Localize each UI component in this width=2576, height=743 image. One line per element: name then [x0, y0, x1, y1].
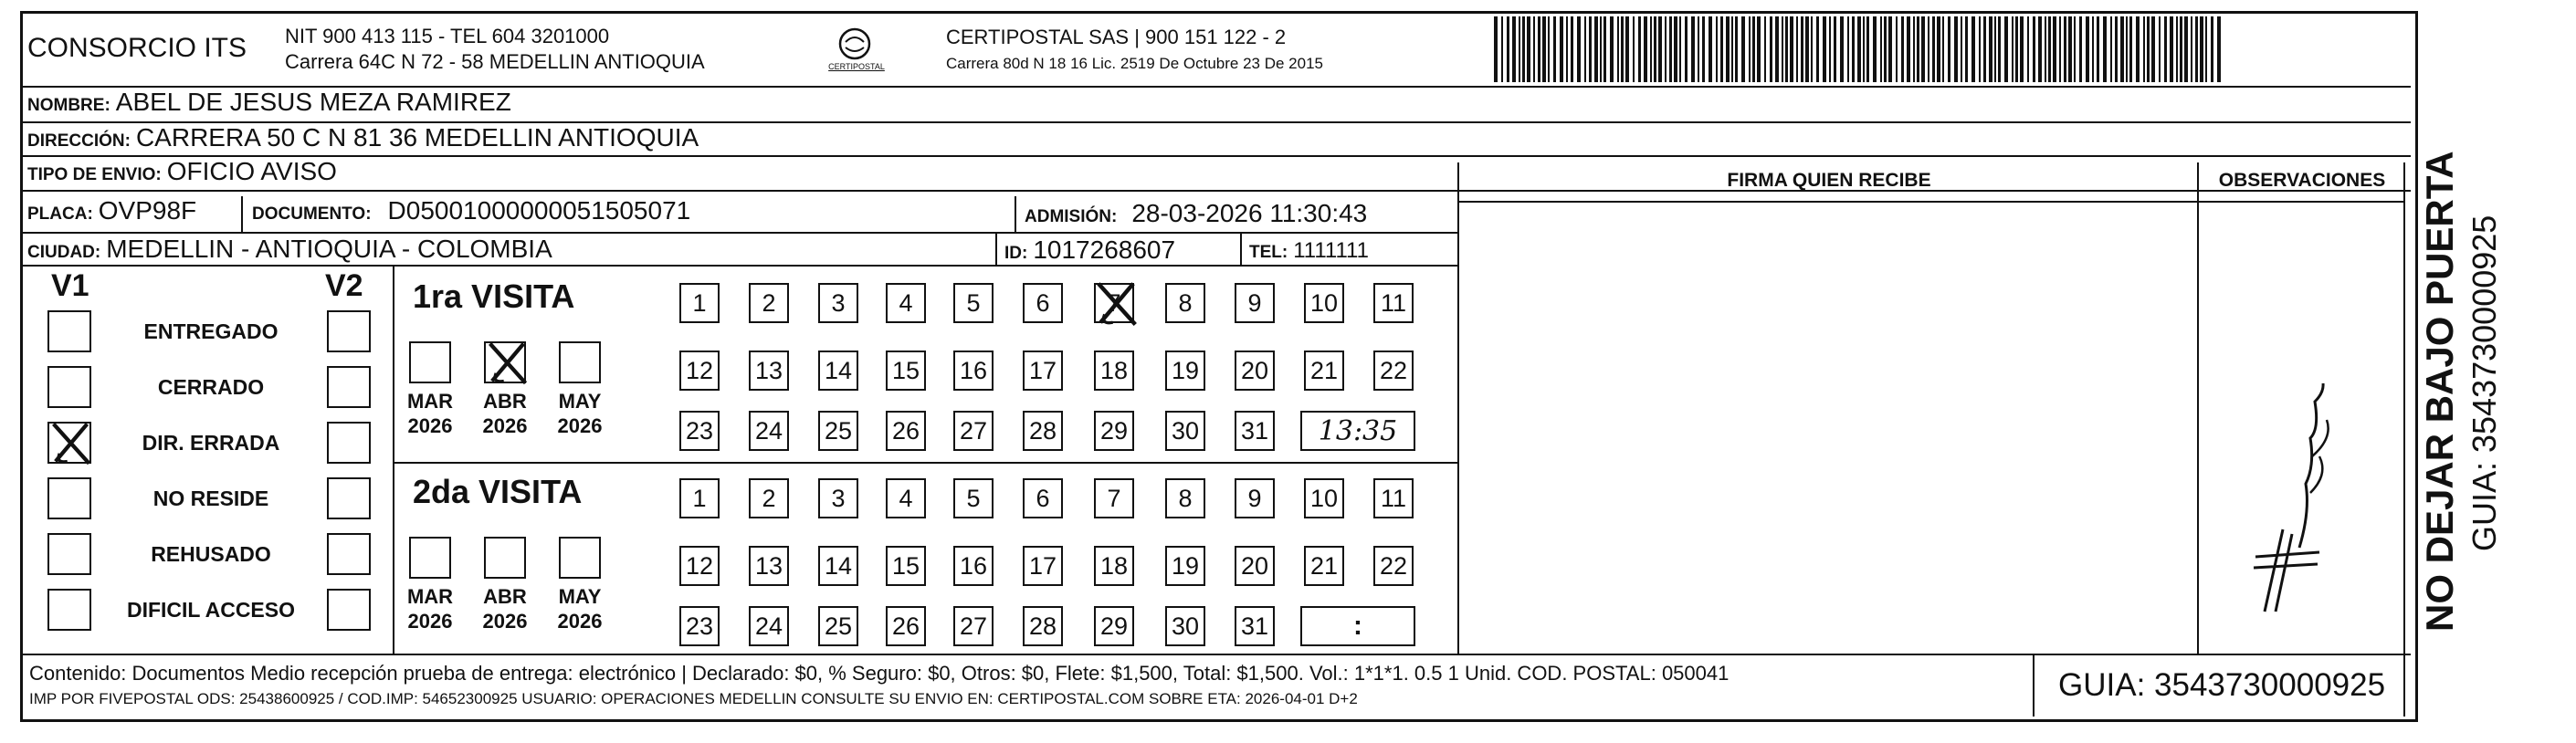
tel-label: TEL:: [1249, 243, 1288, 262]
day-box[interactable]: 4: [886, 283, 926, 323]
v1-checkbox[interactable]: [47, 310, 91, 352]
day-box[interactable]: 7: [1094, 478, 1134, 518]
day-box[interactable]: 13: [749, 546, 789, 586]
footer-divider: [20, 654, 2411, 655]
month-checkbox[interactable]: [559, 341, 601, 383]
day-box[interactable]: 16: [953, 546, 994, 586]
day-box[interactable]: 22: [1373, 351, 1414, 391]
side-guia: GUIA: 3543730000925: [2466, 215, 2503, 551]
visit-title: 2da VISITA: [413, 473, 583, 510]
barcode-bar: [1665, 16, 1667, 82]
v2-checkbox[interactable]: [327, 310, 371, 352]
admision-label: ADMISIÓN:: [1025, 207, 1118, 226]
tel-field: [1249, 238, 1369, 264]
barcode-bar: [1679, 16, 1681, 82]
barcode-bar: [1553, 16, 1556, 82]
barcode-bar: [1857, 16, 1861, 82]
month-label: MAR: [406, 390, 454, 413]
v1-checkbox[interactable]: [47, 533, 91, 575]
barcode-bar: [1917, 16, 1919, 82]
v2-checkbox[interactable]: [327, 366, 371, 408]
day-box[interactable]: 31: [1235, 606, 1275, 646]
id-value: 1017268607: [1033, 235, 1176, 264]
day-box[interactable]: 7: [1094, 283, 1134, 323]
col-divider: [2403, 162, 2405, 717]
barcode-bar: [1928, 16, 1929, 82]
barcode-bar: [1823, 16, 1826, 82]
barcode-bar: [1829, 16, 1831, 82]
barcode-bar: [1785, 16, 1788, 82]
barcode-bar: [2195, 16, 2198, 82]
contenido-line: Contenido: Documentos Medio recepción prueba de entrega: electrónico | Declarado: $0, % Seguro: $0, Otros: $0, Flete: $1,500, Total: $1,500. Vol.: 1*1*1. 0.5 1 Unid. COD. POSTAL: 050041: [29, 662, 1730, 685]
nombre-value: ABEL DE JESUS MEZA RAMIREZ: [115, 88, 511, 116]
barcode-bar: [1971, 16, 1975, 82]
time-box[interactable]: :: [1300, 606, 1415, 646]
v2-checkbox[interactable]: [327, 477, 371, 519]
day-box[interactable]: 9: [1235, 283, 1275, 323]
row-divider: [20, 155, 2411, 157]
certipostal-address: Carrera 80d N 18 16 Lic. 2519 De Octubre 23 De 2015: [946, 55, 1323, 72]
company-address: Carrera 64C N 72 - 58 MEDELLIN ANTIOQUIA: [285, 50, 705, 73]
barcode-bar: [1998, 16, 2001, 82]
guide-frame: [20, 11, 2418, 722]
ciudad-value: MEDELLIN - ANTIOQUIA - COLOMBIA: [106, 235, 552, 263]
day-box[interactable]: 3: [818, 478, 858, 518]
day-box[interactable]: 12: [679, 351, 720, 391]
barcode: [1490, 13, 2230, 90]
tipo-envio-value: OFICIO AVISO: [166, 157, 337, 185]
tipo-envio-row: [27, 157, 337, 186]
direccion-value: CARRERA 50 C N 81 36 MEDELLIN ANTIOQUIA: [135, 123, 699, 152]
barcode-bar: [1942, 16, 1944, 82]
nombre-row: [27, 88, 511, 117]
col-divider: [393, 267, 394, 654]
day-box[interactable]: 11: [1373, 478, 1414, 518]
barcode-bar: [1775, 16, 1779, 82]
barcode-bar: [1610, 16, 1614, 82]
barcode-bar: [2004, 16, 2008, 82]
v1-checkbox[interactable]: [47, 477, 91, 519]
direccion-label: DIRECCIÓN:: [27, 131, 131, 151]
barcode-bar: [2027, 16, 2029, 82]
barcode-bar: [2136, 16, 2140, 82]
day-box[interactable]: 19: [1165, 351, 1205, 391]
barcode-bar: [1600, 16, 1602, 82]
certipostal-line: CERTIPOSTAL SAS | 900 151 122 - 2: [946, 26, 1287, 48]
barcode-bar: [2176, 16, 2178, 82]
month-label: MAR: [406, 585, 454, 608]
barcode-bar: [1691, 16, 1695, 82]
barcode-bar: [2151, 16, 2155, 82]
nombre-label: NOMBRE:: [27, 96, 110, 115]
day-box[interactable]: 31: [1235, 411, 1275, 451]
day-box[interactable]: 1: [679, 478, 720, 518]
barcode-bar: [1752, 16, 1755, 82]
barcode-bar: [1937, 16, 1940, 82]
barcode-bar: [1594, 16, 1598, 82]
day-box[interactable]: 13: [749, 351, 789, 391]
day-box[interactable]: 6: [1023, 478, 1063, 518]
barcode-bar: [1921, 16, 1925, 82]
barcode-bar: [2170, 16, 2173, 82]
barcode-bar: [2180, 16, 2182, 82]
year-label: 2026: [557, 610, 603, 633]
barcode-bar: [2129, 16, 2132, 82]
logo-caption: CERTIPOSTAL: [828, 62, 885, 71]
barcode-bar: [2164, 16, 2167, 82]
day-box[interactable]: 30: [1165, 606, 1205, 646]
barcode-bar: [1961, 16, 1962, 82]
visit-title: 1ra VISITA: [413, 277, 575, 315]
barcode-bar: [1782, 16, 1783, 82]
barcode-bar: [1584, 16, 1586, 82]
day-box[interactable]: 10: [1304, 283, 1344, 323]
day-box[interactable]: 18: [1094, 351, 1134, 391]
day-box[interactable]: 26: [886, 411, 926, 451]
barcode-bar: [2097, 16, 2099, 82]
barcode-bar: [1674, 16, 1677, 82]
day-box[interactable]: 21: [1304, 546, 1344, 586]
month-checkbox[interactable]: [484, 341, 526, 383]
day-box[interactable]: 6: [1023, 283, 1063, 323]
row-divider: [1457, 201, 2403, 203]
day-box[interactable]: 4: [886, 478, 926, 518]
barcode-bar: [2045, 16, 2046, 82]
placa-field: [27, 196, 196, 225]
v2-header: V2: [325, 268, 363, 303]
barcode-bar: [1654, 16, 1656, 82]
tipo-envio-label: TIPO DE ENVIO:: [27, 165, 162, 184]
barcode-bar: [1621, 16, 1624, 82]
barcode-bar: [2159, 16, 2161, 82]
barcode-bar: [1538, 16, 1540, 82]
admision-field: [1025, 199, 1367, 228]
day-box[interactable]: 20: [1235, 546, 1275, 586]
day-box[interactable]: 29: [1094, 606, 1134, 646]
day-box[interactable]: 29: [1094, 411, 1134, 451]
year-label: 2026: [557, 414, 603, 437]
day-box[interactable]: 16: [953, 351, 994, 391]
v1-checkbox[interactable]: [47, 589, 91, 631]
day-box[interactable]: 20: [1235, 351, 1275, 391]
barcode-bar: [1757, 16, 1761, 82]
barcode-bar: [1847, 16, 1849, 82]
barcode-bar: [1633, 16, 1635, 82]
no-dejar-warning: NO DEJAR BAJO PUERTA: [2418, 151, 2461, 632]
barcode-bar: [1983, 16, 1986, 82]
visit-divider: [393, 462, 1457, 464]
guia-footer: GUIA: 3543730000925: [2058, 667, 2386, 703]
barcode-bar: [1805, 16, 1809, 82]
day-box[interactable]: 5: [953, 478, 994, 518]
handwritten-signature: [2228, 365, 2365, 644]
barcode-bar: [1698, 16, 1699, 82]
tel-value: 1111111: [1293, 238, 1369, 263]
day-box[interactable]: 23: [679, 606, 720, 646]
barcode-bar: [1965, 16, 1968, 82]
col-divider: [1457, 162, 1459, 654]
col-divider: [995, 234, 997, 267]
day-box[interactable]: 23: [679, 411, 720, 451]
barcode-bar: [1685, 16, 1688, 82]
barcode-bar: [2115, 16, 2118, 82]
barcode-bar: [1796, 16, 1798, 82]
col-divider: [241, 196, 243, 233]
barcode-bar: [1731, 16, 1733, 82]
company-nit: NIT 900 413 115 - TEL 604 3201000: [285, 25, 610, 47]
imp-line: IMP POR FIVEPOSTAL ODS: 25438600925 / COD.IMP: 54652300925 USUARIO: OPERACIONES MEDELLIN CONSULTE SU ENVIO EN: CERTIPOSTAL.COM SOBRE ETA: 2026-04-01 D+2: [29, 690, 1358, 707]
observaciones-title: OBSERVACIONES: [2218, 170, 2386, 191]
barcode-bar: [1901, 16, 1904, 82]
barcode-bar: [1709, 16, 1712, 82]
barcode-bar: [2020, 16, 2024, 82]
day-box[interactable]: 27: [953, 606, 994, 646]
barcode-bar: [2092, 16, 2094, 82]
col-divider: [1015, 196, 1016, 233]
barcode-bar: [1571, 16, 1573, 82]
barcode-bar: [2079, 16, 2082, 82]
id-field: [1004, 235, 1175, 265]
day-box[interactable]: 15: [886, 546, 926, 586]
day-box[interactable]: 24: [749, 411, 789, 451]
barcode-bar: [1790, 16, 1793, 82]
barcode-bar: [2184, 16, 2188, 82]
barcode-bar: [2126, 16, 2128, 82]
barcode-bar: [1989, 16, 1992, 82]
barcode-bar: [1720, 16, 1723, 82]
day-box[interactable]: 14: [818, 546, 858, 586]
ciudad-field: [27, 235, 552, 264]
barcode-bar: [1852, 16, 1855, 82]
placa-value: OVP98F: [98, 196, 197, 225]
barcode-bar: [1811, 16, 1813, 82]
barcode-bar: [1716, 16, 1718, 82]
day-box[interactable]: 3: [818, 283, 858, 323]
month-checkbox[interactable]: [409, 537, 451, 579]
barcode-bar: [1932, 16, 1935, 82]
status-label: DIR. ERRADA: [142, 431, 280, 455]
barcode-bar: [1644, 16, 1647, 82]
day-box[interactable]: 17: [1023, 546, 1063, 586]
barcode-bar: [2217, 16, 2221, 82]
day-box[interactable]: 21: [1304, 351, 1344, 391]
barcode-bar: [1519, 16, 1520, 82]
id-label: ID:: [1004, 244, 1028, 263]
day-box[interactable]: 19: [1165, 546, 1205, 586]
day-box[interactable]: 22: [1373, 546, 1414, 586]
barcode-bar: [1650, 16, 1652, 82]
documento-label: DOCUMENTO:: [252, 204, 372, 224]
barcode-bar: [1816, 16, 1819, 82]
month-label: ABR: [483, 585, 527, 608]
month-checkbox[interactable]: [409, 341, 451, 383]
barcode-bar: [1625, 16, 1629, 82]
barcode-bar: [1577, 16, 1581, 82]
day-box[interactable]: 8: [1165, 283, 1205, 323]
admision-value: 28-03-2026 11:30:43: [1131, 199, 1368, 227]
barcode-bar: [1863, 16, 1865, 82]
barcode-bar: [2012, 16, 2013, 82]
barcode-bar: [1948, 16, 1950, 82]
barcode-bar: [2211, 16, 2213, 82]
barcode-bar: [2200, 16, 2203, 82]
v2-checkbox[interactable]: [327, 422, 371, 464]
status-label: CERRADO: [157, 375, 265, 399]
barcode-bar: [1907, 16, 1910, 82]
day-box[interactable]: 10: [1304, 478, 1344, 518]
barcode-bar: [1770, 16, 1772, 82]
barcode-bar: [1589, 16, 1592, 82]
status-label: REHUSADO: [151, 542, 271, 566]
barcode-bar: [2205, 16, 2207, 82]
barcode-bar: [1566, 16, 1568, 82]
day-box[interactable]: 17: [1023, 351, 1063, 391]
barcode-bar: [1801, 16, 1803, 82]
barcode-bar: [2064, 16, 2066, 82]
barcode-bar: [2015, 16, 2018, 82]
barcode-bar: [1954, 16, 1958, 82]
month-label: MAY: [558, 585, 602, 608]
year-label: 2026: [482, 610, 528, 633]
barcode-bar: [1840, 16, 1844, 82]
barcode-bar: [1888, 16, 1892, 82]
barcode-bar: [1834, 16, 1836, 82]
time-box[interactable]: 13:35: [1300, 411, 1415, 451]
ciudad-label: CIUDAD:: [27, 243, 101, 262]
v1-checkbox[interactable]: [47, 366, 91, 408]
status-label: NO RESIDE: [152, 487, 269, 510]
day-box[interactable]: 11: [1373, 283, 1414, 323]
barcode-bar: [1873, 16, 1877, 82]
barcode-bar: [1866, 16, 1869, 82]
year-label: 2026: [407, 610, 453, 633]
barcode-bar: [1741, 16, 1745, 82]
status-label: ENTREGADO: [143, 319, 279, 343]
barcode-bar: [2086, 16, 2089, 82]
col-divider: [2197, 162, 2199, 654]
barcode-bar: [1522, 16, 1525, 82]
barcode-bar: [2103, 16, 2107, 82]
day-box[interactable]: 18: [1094, 546, 1134, 586]
barcode-bar: [1913, 16, 1915, 82]
barcode-bar: [1764, 16, 1766, 82]
barcode-bar: [2147, 16, 2150, 82]
barcode-bar: [1669, 16, 1672, 82]
documento-field: [252, 196, 690, 225]
v2-checkbox[interactable]: [327, 533, 371, 575]
barcode-bar: [1749, 16, 1751, 82]
month-checkbox[interactable]: [559, 537, 601, 579]
direccion-row: [27, 123, 699, 152]
day-box[interactable]: 2: [749, 478, 789, 518]
barcode-bar: [1507, 16, 1509, 82]
barcode-bar: [2048, 16, 2051, 82]
firma-title: FIRMA QUIEN RECIBE: [1727, 170, 1931, 191]
barcode-bar: [2033, 16, 2035, 82]
barcode-bar: [2053, 16, 2056, 82]
barcode-bar: [1638, 16, 1641, 82]
barcode-bar: [1979, 16, 1981, 82]
barcode-bar: [1896, 16, 1898, 82]
month-label: MAY: [558, 390, 602, 413]
col-divider: [1240, 234, 1242, 267]
v1-header: V1: [51, 268, 89, 303]
day-box[interactable]: 25: [818, 606, 858, 646]
day-box[interactable]: 9: [1235, 478, 1275, 518]
day-box[interactable]: 27: [953, 411, 994, 451]
barcode-bar: [2074, 16, 2076, 82]
day-box[interactable]: 30: [1165, 411, 1205, 451]
month-checkbox[interactable]: [484, 537, 526, 579]
barcode-bar: [2059, 16, 2061, 82]
barcode-bar: [2143, 16, 2145, 82]
barcode-bar: [2038, 16, 2042, 82]
day-box[interactable]: 8: [1165, 478, 1205, 518]
barcode-bar: [1702, 16, 1705, 82]
barcode-bar: [2191, 16, 2192, 82]
day-box[interactable]: 28: [1023, 606, 1063, 646]
barcode-bar: [1994, 16, 1996, 82]
status-label: DIFICIL ACCESO: [126, 598, 295, 622]
barcode-bar: [1494, 16, 1498, 82]
day-box[interactable]: 25: [818, 411, 858, 451]
barcode-bar: [1501, 16, 1503, 82]
v2-checkbox[interactable]: [327, 589, 371, 631]
barcode-bar: [1658, 16, 1662, 82]
day-box[interactable]: 26: [886, 606, 926, 646]
day-box[interactable]: 28: [1023, 411, 1063, 451]
barcode-bar: [1735, 16, 1738, 82]
day-box[interactable]: 14: [818, 351, 858, 391]
year-label: 2026: [407, 414, 453, 437]
year-label: 2026: [482, 414, 528, 437]
barcode-bar: [1542, 16, 1546, 82]
day-box[interactable]: 2: [749, 283, 789, 323]
v1-checkbox[interactable]: [47, 422, 91, 464]
barcode-bar: [1603, 16, 1606, 82]
barcode-bar: [1617, 16, 1619, 82]
company-name: CONSORCIO ITS: [27, 33, 247, 63]
day-box[interactable]: 5: [953, 283, 994, 323]
day-box[interactable]: 15: [886, 351, 926, 391]
barcode-bar: [1533, 16, 1535, 82]
day-box[interactable]: 1: [679, 283, 720, 323]
barcode-bar: [1527, 16, 1530, 82]
barcode-bar: [1884, 16, 1887, 82]
barcode-bar: [2120, 16, 2124, 82]
barcode-bar: [1880, 16, 1882, 82]
placa-label: PLACA:: [27, 204, 93, 224]
day-box[interactable]: 12: [679, 546, 720, 586]
barcode-bar: [2110, 16, 2112, 82]
barcode-bar: [1726, 16, 1730, 82]
barcode-bar: [1560, 16, 1563, 82]
documento-value: D05001000000051505071: [387, 196, 691, 225]
barcode-bar: [1512, 16, 1516, 82]
col-divider: [2033, 655, 2035, 717]
barcode-bar: [1548, 16, 1550, 82]
day-box[interactable]: 24: [749, 606, 789, 646]
month-label: ABR: [483, 390, 527, 413]
barcode-bar: [2068, 16, 2072, 82]
